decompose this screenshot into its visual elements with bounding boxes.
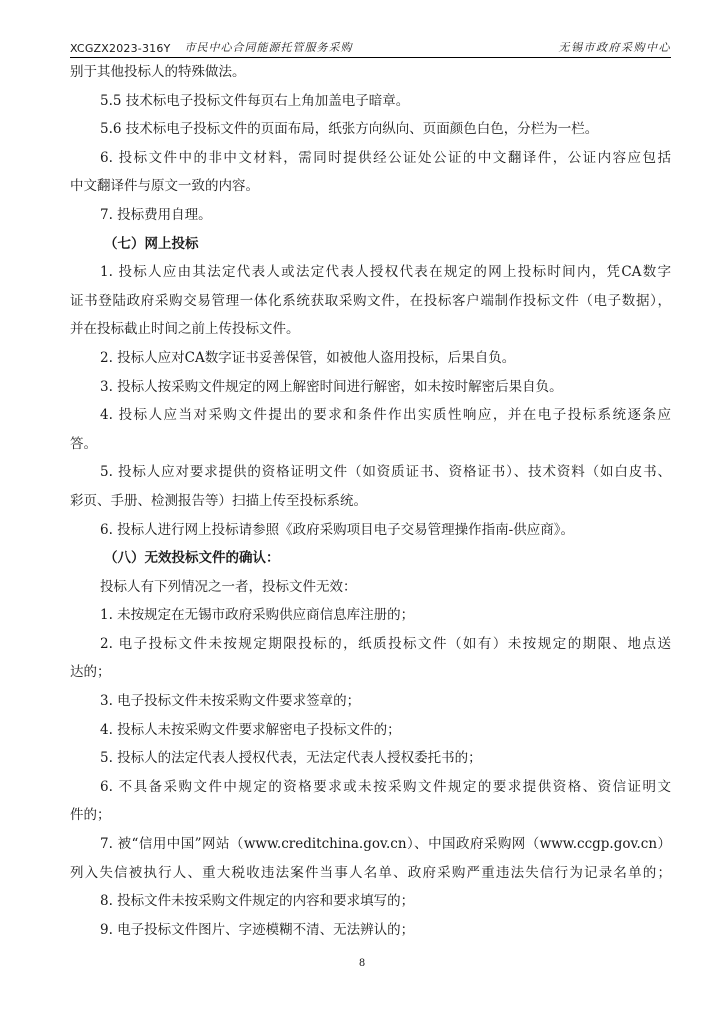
body-line: 1. 投标人应由其法定代表人或法定代表人授权代表在规定的网上投标时间内，凭CA数字 <box>100 264 671 281</box>
body-line: 2. 电子投标文件未按规定期限投标的，纸质投标文件（如有）未按规定的期限、地点送 <box>100 635 671 652</box>
body-line: 3. 投标人按采购文件规定的网上解密时间进行解密，如未按时解密后果自负。 <box>100 378 563 395</box>
page-header <box>70 36 671 58</box>
section-heading: （七）网上投标 <box>104 235 199 252</box>
body-line: 达的； <box>70 664 111 681</box>
body-line: 列入失信被执行人、重大税收违法案件当事人名单、政府采购严重违法失信行为记录名单的； <box>70 864 671 881</box>
body-line: 4. 投标人未按采购文件要求解密电子投标文件的； <box>100 721 401 738</box>
body-line: 5.5 技术标电子投标文件每页右上角加盖电子暗章。 <box>100 92 410 109</box>
section-heading: （八）无效投标文件的确认： <box>104 550 280 567</box>
page-number: 8 <box>358 958 366 969</box>
body-line: 证书登陆政府采购交易管理一体化系统获取采购文件，在投标客户端制作投标文件（电子数据）， <box>70 292 671 309</box>
page-body <box>70 58 671 944</box>
body-line: 投标人有下列情况之一者，投标文件无效： <box>100 578 357 595</box>
body-line: 7. 被“信用中国”网站（www.creditchina.gov.cn）、中国政府采购网（www.ccgp.gov.cn） <box>100 836 671 853</box>
body-line: 件的； <box>70 807 111 824</box>
body-line: 9. 电子投标文件图片、字迹模糊不清、无法辨认的； <box>100 921 415 938</box>
body-line: 彩页、手册、检测报告等）扫描上传至投标系统。 <box>70 492 367 509</box>
body-line: 4. 投标人应当对采购文件提出的要求和条件作出实质性响应，并在电子投标系统逐条应 <box>100 407 671 424</box>
body-line: 并在投标截止时间之前上传投标文件。 <box>70 321 300 338</box>
body-line: 1. 未按规定在无锡市政府采购供应商信息库注册的； <box>100 607 415 624</box>
project-title: 市民中心合同能源托管服务采购 <box>184 41 353 54</box>
body-line: 答。 <box>70 435 97 452</box>
body-line: 5.6 技术标电子投标文件的页面布局，纸张方向纵向、页面颜色白色，分栏为一栏。 <box>100 121 599 138</box>
body-line: 别于其他投标人的特殊做法。 <box>70 64 246 80</box>
body-line: 5. 投标人的法定代表人授权代表，无法定代表人授权委托书的； <box>100 750 482 767</box>
body-line: 中文翻译件与原文一致的内容。 <box>70 178 259 195</box>
body-line: 7. 投标费用自理。 <box>100 206 212 223</box>
body-line: 2. 投标人应对CA数字证书妥善保管，如被他人盗用投标，后果自负。 <box>100 349 516 366</box>
body-line: 6. 不具备采购文件中规定的资格要求或未按采购文件规定的要求提供资格、资信证明文 <box>100 778 671 795</box>
document-code: XCGZX2023-316Y <box>70 42 171 55</box>
body-line: 5. 投标人应对要求提供的资格证明文件（如资质证书、资格证书）、技术资料（如白皮书、 <box>100 464 671 481</box>
organization-name: 无锡市政府采购中心 <box>558 41 671 54</box>
body-line: 6. 投标人进行网上投标请参照《政府采购项目电子交易管理操作指南-供应商》。 <box>100 521 574 538</box>
body-line: 8. 投标文件未按采购文件规定的内容和要求填写的； <box>100 893 415 910</box>
body-line: 6. 投标文件中的非中文材料，需同时提供经公证处公证的中文翻译件，公证内容应包括 <box>100 149 671 166</box>
body-line: 3. 电子投标文件未按采购文件要求签章的； <box>100 693 361 710</box>
